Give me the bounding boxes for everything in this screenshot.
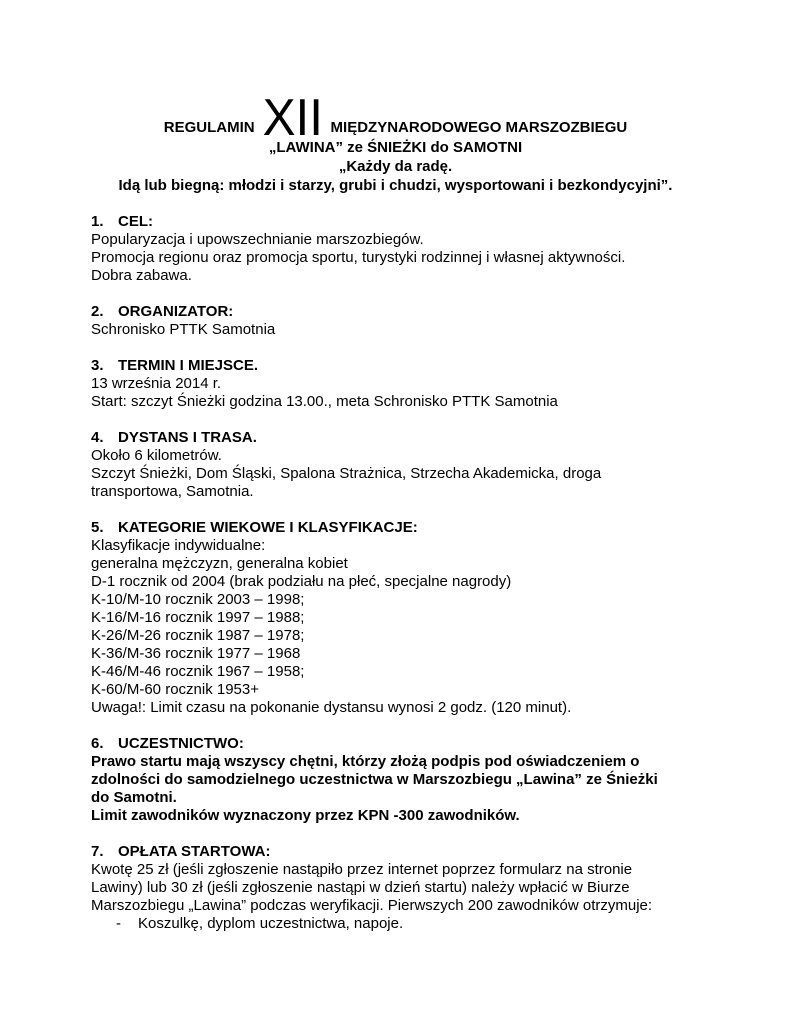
paragraph-line: Promocja regionu oraz promocja sportu, turystyki rodzinnej i własnej aktywności. <box>91 249 626 266</box>
section-number: 2. <box>91 303 104 320</box>
paragraph-line: Marszozbiegu „Lawina” podczas weryfikacji. Pierwszych 200 zawodników otrzymuje: <box>91 897 653 914</box>
section-heading <box>91 303 731 321</box>
paragraph-line: Start: szczyt Śnieżki godzina 13.00., meta Schronisko PTTK Samotnia <box>91 393 558 410</box>
title-line-2: „LAWINA” ze ŚNIEŻKI do SAMOTNI <box>268 139 523 156</box>
paragraph-line: Dobra zabawa. <box>91 267 192 284</box>
section-title: DYSTANS I TRASA. <box>118 429 257 446</box>
section-heading <box>91 357 731 375</box>
section-heading <box>91 843 731 861</box>
category-line: K-10/M-10 rocznik 2003 – 1998; <box>91 591 305 608</box>
paragraph-line: 13 września 2014 r. <box>91 375 222 392</box>
section-uczestnictwo <box>91 735 731 825</box>
category-line: K-26/M-26 rocznik 1987 – 1978; <box>91 627 305 644</box>
title-line-4: Idą lub biegną: młodzi i starzy, grubi i chudzi, wysportowani i bezkondycyjni”. <box>118 177 673 194</box>
section-termin <box>91 357 731 411</box>
paragraph-line: Kwotę 25 zł (jeśli zgłoszenie nastąpiło przez internet poprzez formularz na stronie <box>91 861 633 878</box>
category-line: D-1 rocznik od 2004 (brak podziału na płeć, specjalne nagrody) <box>91 573 512 590</box>
paragraph-line: transportowa, Samotnia. <box>91 483 254 500</box>
title-word-regulamin: REGULAMIN <box>163 119 255 136</box>
title-word-event: MIĘDZYNARODOWEGO MARSZOZBIEGU <box>330 119 628 136</box>
list-item <box>91 915 731 933</box>
section-dystans <box>91 429 731 501</box>
document-title <box>0 89 791 195</box>
section-number: 4. <box>91 429 104 446</box>
category-line: K-16/M-16 rocznik 1997 – 1988; <box>91 609 305 626</box>
title-line-3: „Każdy da radę. <box>338 158 453 175</box>
time-limit-note: Uwaga!: Limit czasu na pokonanie dystansu wynosi 2 godz. (120 minut). <box>91 699 572 716</box>
section-heading <box>91 735 731 753</box>
section-number: 1. <box>91 213 104 230</box>
section-heading <box>91 519 731 537</box>
title-roman-numeral: XII <box>262 89 323 147</box>
section-title: CEL: <box>118 213 153 230</box>
section-title: OPŁATA STARTOWA: <box>118 843 271 860</box>
paragraph-line: Lawiny) lub 30 zł (jeśli zgłoszenie nastąpi w dzień startu) należy wpłacić w Biurze <box>91 879 630 896</box>
section-cel <box>91 213 731 285</box>
document-body <box>91 213 731 951</box>
section-number: 3. <box>91 357 104 374</box>
paragraph-line: do Samotni. <box>91 789 177 806</box>
section-kategorie <box>91 519 731 717</box>
paragraph-line: generalna mężczyzn, generalna kobiet <box>91 555 348 572</box>
section-title: KATEGORIE WIEKOWE I KLASYFIKACJE: <box>118 519 418 536</box>
participant-limit: Limit zawodników wyznaczony przez KPN -300 zawodników. <box>91 807 520 824</box>
category-line: K-46/M-46 rocznik 1967 – 1958; <box>91 663 305 680</box>
paragraph-line: Prawo startu mają wszyscy chętni, którzy złożą podpis pod oświadczeniem o <box>91 753 640 770</box>
section-heading <box>91 429 731 447</box>
section-number: 6. <box>91 735 104 752</box>
bullet-dash: - <box>116 915 121 932</box>
section-title: TERMIN I MIEJSCE. <box>118 357 259 374</box>
list-item-text: Koszulkę, dyplom uczestnictwa, napoje. <box>138 915 404 932</box>
category-line: K-60/M-60 rocznik 1953+ <box>91 681 260 698</box>
section-number: 5. <box>91 519 104 536</box>
paragraph-line: Szczyt Śnieżki, Dom Śląski, Spalona Strażnica, Strzecha Akademicka, droga <box>91 465 602 482</box>
paragraph-line: Schronisko PTTK Samotnia <box>91 321 276 338</box>
section-organizator <box>91 303 731 339</box>
title-line-1 <box>0 89 791 147</box>
section-heading <box>91 213 731 231</box>
paragraph-line: Popularyzacja i upowszechnianie marszozbiegów. <box>91 231 424 248</box>
paragraph-line: zdolności do samodzielnego uczestnictwa w Marszozbiegu „Lawina” ze Śnieżki <box>91 771 658 788</box>
section-number: 7. <box>91 843 104 860</box>
section-title: UCZESTNICTWO: <box>118 735 244 752</box>
section-title: ORGANIZATOR: <box>118 303 234 320</box>
category-line: K-36/M-36 rocznik 1977 – 1968 <box>91 645 301 662</box>
paragraph-line: Około 6 kilometrów. <box>91 447 222 464</box>
paragraph-line: Klasyfikacje indywidualne: <box>91 537 266 554</box>
section-oplata <box>91 843 731 933</box>
